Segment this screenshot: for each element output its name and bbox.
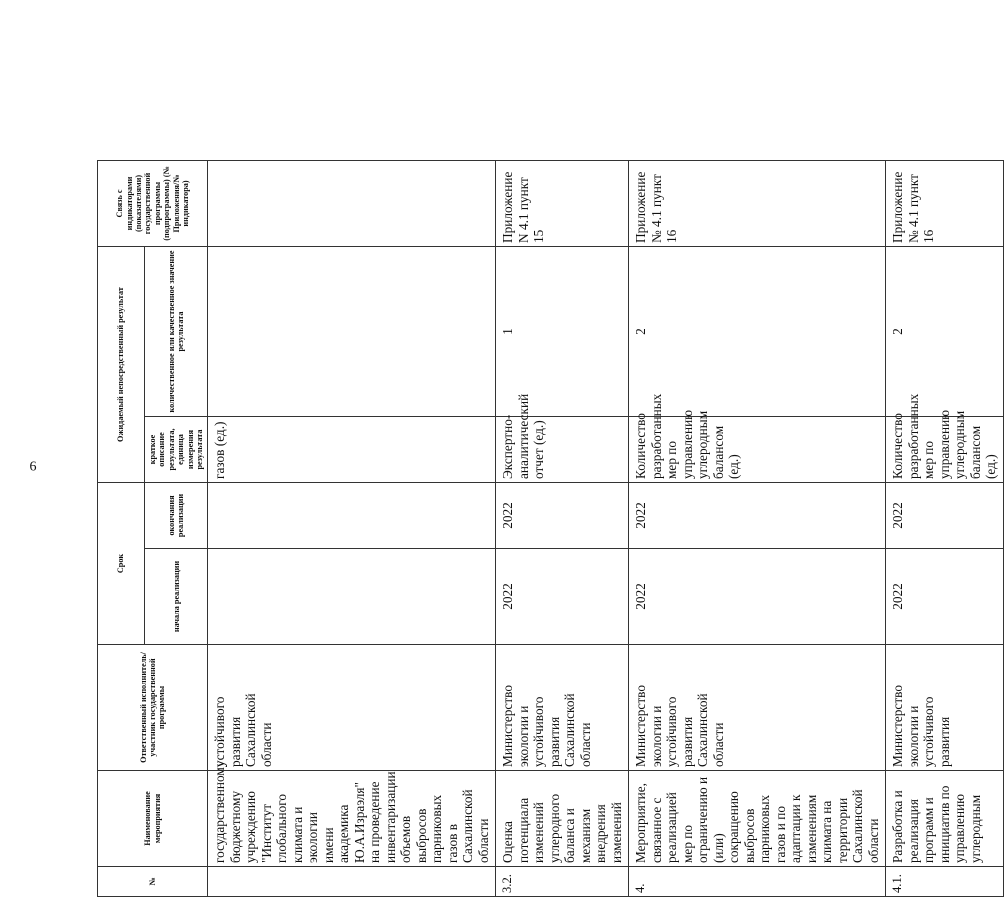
cell-brief: газов (ед.)	[208, 417, 496, 483]
cell-end	[208, 483, 496, 549]
cell-num	[208, 867, 496, 897]
cell-qty	[208, 246, 496, 416]
table-row	[496, 24, 629, 896]
cell-qty: 2	[886, 246, 1004, 416]
table-row	[629, 24, 886, 896]
cell-brief: Экспертно-аналитический отчет (ед.)	[496, 417, 629, 483]
header-responsible: Ответственный исполнитель/участник государственной программы	[98, 645, 208, 771]
activities-table	[97, 24, 1004, 897]
cell-link: Приложение № 4.1 пункт 16	[886, 160, 1004, 246]
cell-start	[208, 549, 496, 645]
cell-qty: 1	[496, 246, 629, 416]
cell-responsible: устойчивого развития Сахалинской области	[208, 645, 496, 771]
cell-num: 4.	[629, 867, 886, 897]
table-row	[208, 24, 496, 896]
cell-end: 2022	[629, 483, 886, 549]
header-row-1	[98, 24, 145, 896]
cell-brief: Количество разработанных мер по управлению углеродным балансом (ед.)	[629, 417, 886, 483]
header-qty: количественное или качественное значение результата	[145, 246, 208, 416]
cell-link	[208, 160, 496, 246]
header-end: окончания реализации	[145, 483, 208, 549]
table-row	[886, 24, 1004, 896]
cell-num: 4.1.	[886, 867, 1004, 897]
cell-link: Приложение N 4.1 пункт 15	[496, 160, 629, 246]
page-number: 6	[29, 459, 37, 475]
cell-responsible: Министерство экологии и устойчивого развития Сахалинской области	[629, 645, 886, 771]
cell-name: Разработка и реализация программ и инициатив по управлению углеродным	[886, 771, 1004, 867]
cell-name: Оценка потенциала изменений углеродного баланса и механизм внедрения изменений	[496, 771, 629, 867]
header-brief: краткое описание результата, единица измерения результата	[145, 417, 208, 483]
header-expected: Ожидаемый непосредственный результат	[98, 246, 145, 482]
cell-qty: 2	[629, 246, 886, 416]
header-link: Связь с индикаторами (показателями) государственной программы (подпрограммы) (№ Приложения/№ индикатора)	[98, 160, 208, 246]
cell-link: Приложение № 4.1 пункт 16	[629, 160, 886, 246]
cell-name: Мероприятие, связанное с реализацией мер по ограничению и (или) сокращению выбросов парниковых газов и по адаптации к изменениям климата на территории Сахалинской области	[629, 771, 886, 867]
cell-end: 2022	[496, 483, 629, 549]
cell-start: 2022	[629, 549, 886, 645]
cell-brief: Количество разработанных мер по управлению углеродным балансом (ед.)	[886, 417, 1004, 483]
header-term: Срок	[98, 483, 145, 645]
cell-name: государственному бюджетному учреждению "Институт глобального климата и экологии имени академика Ю.А.Израэля" на проведение инвентаризации объемов выбросов парниковых газов в Сахалинской области	[208, 771, 496, 867]
header-num: №	[98, 867, 208, 897]
cell-start: 2022	[496, 549, 629, 645]
cell-num: 3.2.	[496, 867, 629, 897]
cell-responsible: Министерство экологии и устойчивого развития	[886, 645, 1004, 771]
cell-responsible: Министерство экологии и устойчивого развития Сахалинской области	[496, 645, 629, 771]
header-name: Наименование мероприятия	[98, 771, 208, 867]
cell-start: 2022	[886, 549, 1004, 645]
header-start: начала реализации	[145, 549, 208, 645]
cell-end: 2022	[886, 483, 1004, 549]
